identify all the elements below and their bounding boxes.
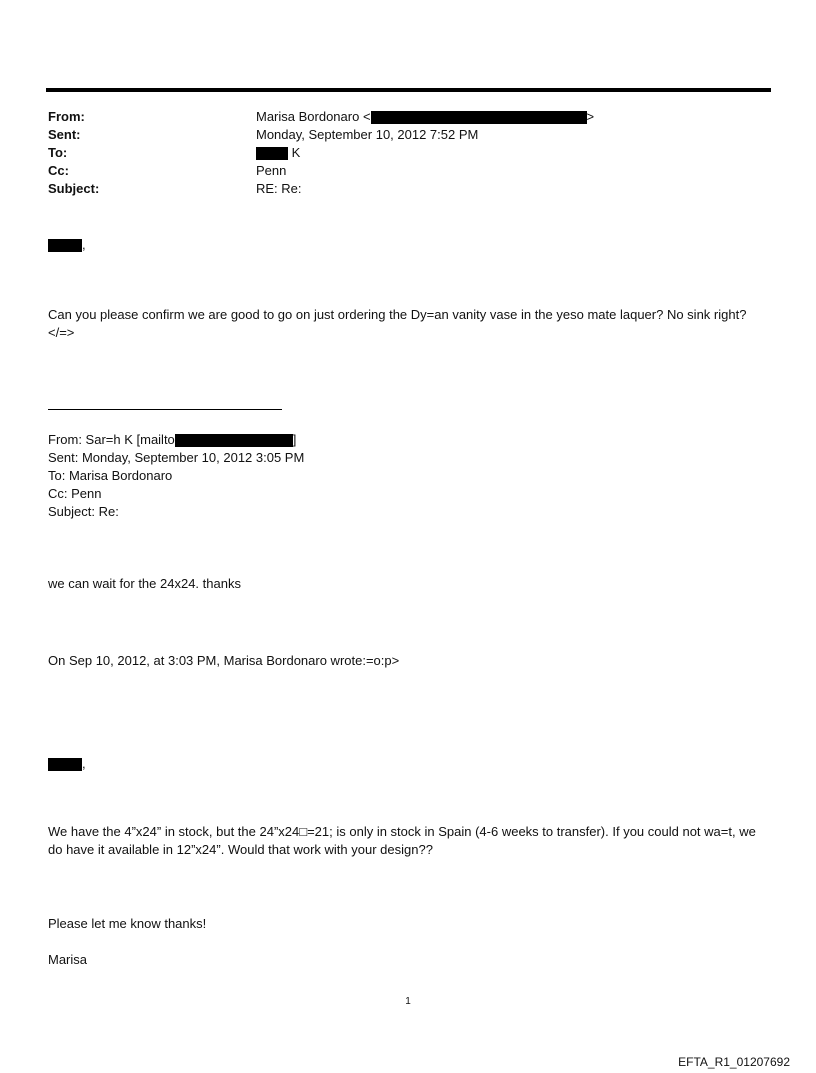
redaction-bar [48, 758, 82, 771]
to-label: To: [48, 145, 68, 160]
quoted-closing: Please let me know thanks! [48, 916, 207, 931]
header-rule [46, 88, 771, 92]
sent-label: Sent: [48, 127, 81, 142]
sent-value: Monday, September 10, 2012 7:52 PM [256, 127, 479, 142]
page-number: 1 [405, 996, 411, 1007]
quoted-paragraph: We have the 4”x24” in stock, but the 24”x24□=21; is only in stock in Spain (4-6 weeks to transfer). If you could not wa=t, we do have it available in 12”x24”. Would that work with your design?? [48, 824, 756, 857]
to-name: K [291, 145, 301, 160]
document-id: EFTA_R1_01207692 [678, 1055, 790, 1069]
redaction-bar [371, 111, 587, 124]
greeting [48, 236, 86, 254]
quoted-cc: Cc: Penn [48, 486, 102, 501]
to-value [256, 144, 300, 162]
greeting-comma: , [82, 237, 86, 252]
redaction-bar [48, 239, 82, 252]
from-close: > [586, 109, 595, 124]
redaction-bar [256, 147, 288, 160]
quoted-from-close: ] [292, 432, 297, 447]
subject-label: Subject: [48, 181, 100, 196]
from-name: Marisa Bordonaro < [256, 109, 371, 124]
quoted-subject: Subject: Re: [48, 504, 119, 519]
quoted-reply: we can wait for the 24x24. thanks [48, 576, 241, 591]
quoted-signature: Marisa [48, 952, 88, 967]
quoted-sent: Sent: Monday, September 10, 2012 3:05 PM [48, 450, 305, 465]
from-label: From: [48, 109, 85, 124]
quoted-greeting [48, 755, 86, 773]
quoted-to: To: Marisa Bordonaro [48, 468, 173, 483]
redaction-bar [175, 434, 293, 447]
cc-value: Penn [256, 163, 287, 178]
quoted-from-text: From: Sar=h K [mailto [48, 432, 175, 447]
from-value [256, 108, 594, 126]
quoted-from [48, 431, 296, 449]
quote-separator [48, 409, 282, 410]
subject-value: RE: Re: [256, 181, 302, 196]
quoted-greeting-comma: , [82, 756, 86, 771]
quoted-on-wrote: On Sep 10, 2012, at 3:03 PM, Marisa Bordonaro wrote:=o:p> [48, 653, 400, 668]
cc-label: Cc: [48, 163, 69, 178]
body-paragraph: Can you please confirm we are good to go on just ordering the Dy=an vanity vase in the yeso mate laquer? No sink right?</=> [48, 307, 747, 340]
